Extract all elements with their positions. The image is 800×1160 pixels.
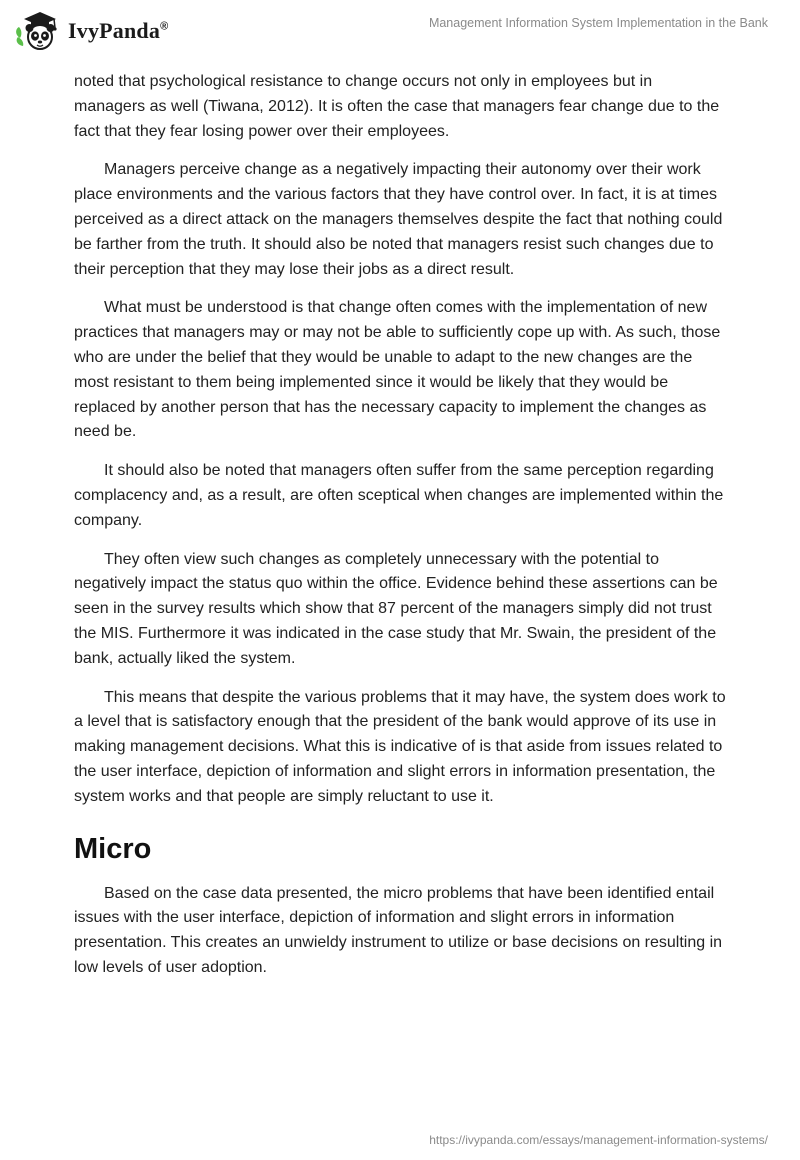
ivypanda-logo[interactable] (14, 8, 168, 54)
brand-name: IvyPanda® (68, 18, 169, 43)
registered-mark: ® (160, 20, 169, 33)
paragraph: It should also be noted that managers often suffer from the same perception regarding complacency and, as a result, are often sceptical when changes are implemented within the company. (74, 462, 724, 529)
paragraph: This means that despite the various problems that it may have, the system does work to a level that is satisfactory enough that the president of the bank would approve of its use in making management decisions. What this is indicative of is that aside from issues related to the user interface, depiction of information and slight errors in information presentation, the system works and that people are simply reluctant to use it. (74, 688, 726, 805)
paragraph-continued: noted that psychological resistance to change occurs not only in employees but in managers as well (Tiwana, 2012). It is often the case that managers fear change due to the fact that they fear losing power over their employees. (74, 73, 720, 140)
section-heading-micro: Micro (74, 832, 152, 865)
document-title: Management Information System Implementation in the Bank (428, 16, 768, 30)
paragraph: Managers perceive change as a negatively impacting their autonomy over their work place environments and the various factors that they have control over. In fact, it is at times perceived as a direct attack on the managers themselves despite the fact that nothing could be farther from the truth. It should also be noted that managers resist such changes due to their perception that they may lose their jobs as a direct result. (74, 161, 723, 278)
panda-graduate-icon (14, 8, 64, 54)
page-header (0, 0, 800, 64)
paragraph: They often view such changes as completely unnecessary with the potential to negatively impact the status quo within the office. Evidence behind these assertions can be seen in the survey results which show that 87 percent of the managers simply did not trust the MIS. Furthermore it was indicated in the case study that Mr. Swain, the president of the bank, actually liked the system. (74, 550, 718, 667)
essay-body (74, 70, 726, 995)
paragraph: What must be understood is that change often comes with the implementation of new practices that managers may or may not be able to sufficiently cope up with. As such, those who are under the belief that they would be unable to adapt to the new changes are the most resistant to them being implemented since it would be likely that they would be replaced by another person that has the necessary capacity to implement the changes as need be. (74, 299, 721, 441)
paragraph: Based on the case data presented, the micro problems that have been identified entail issues with the user interface, depiction of information and slight errors in information presentation. This creates an unwieldy instrument to utilize or base decisions on resulting in low levels of user adoption. (74, 884, 723, 976)
source-url-link[interactable]: https://ivypanda.com/essays/management-information-systems/ (429, 1133, 768, 1147)
